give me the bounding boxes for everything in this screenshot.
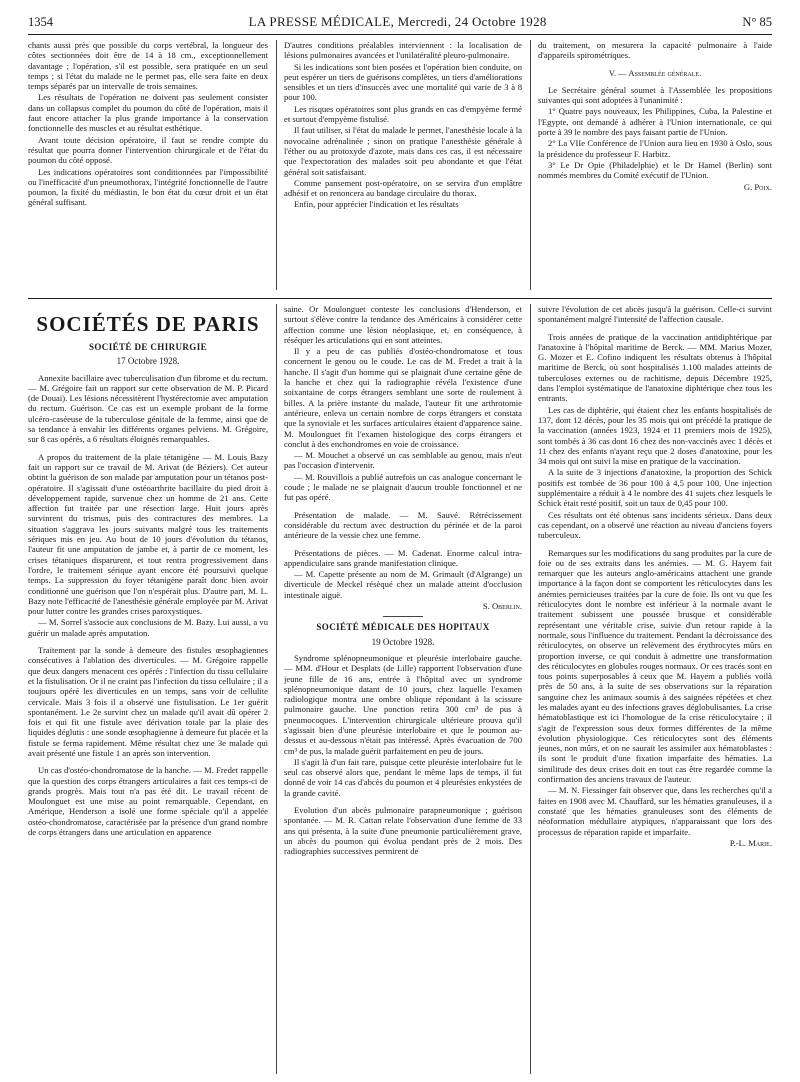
paragraph: Il faut utiliser, si l'état du malade le permet, l'anesthésie locale à la novocaïne adrénalinée ; sinon on pratique l'anesthésie générale à l'éther ou au protoxyde d'azote, mais dans ces cas, il est nécessaire que l'expectoration des malades soit peu abondante et que l'état général soit satisfaisant.	[284, 125, 522, 177]
paragraph: Trois années de pratique de la vaccination antidiphtérique par l'anatoxine à l'hôpital maritime de Berck. — MM. Marius Mozer, G. Mozer et E. Cofino indiquent les résultats obtenus à l'hôpital maritime de Berck, où sont hospitalisés 1.100 malades atteints de tuberculoses externes ou de rachitisme, depuis Décembre 1925, dans l'emploi systématique de l'anatoxine diphtérique chez tous les entrants.	[538, 331, 772, 404]
paragraph: Présentations de pièces. — M. Cadenat. Enorme calcul intra-appendiculaire sans grande manifestation clinique.	[284, 547, 522, 568]
signature: G. Poix.	[743, 181, 772, 192]
paragraph: Comme pansement post-opératoire, on se servira d'un emplâtre adhésif et on renoncera au bandage circulaire du thorax.	[284, 177, 522, 199]
paragraph: Ces résultats ont été obtenus sans incidents sérieux. Dans deux cas cependant, on a observé une réaction au niveau d'anciens foyers tuberculeux.	[538, 509, 772, 541]
page-number: 1354	[28, 15, 53, 29]
bottom-column-2	[284, 304, 522, 1074]
paragraph: suivre l'évolution de cet abcès jusqu'à la guérison. Celle-ci survint spontanément malgré l'intensité de l'affection causale.	[538, 304, 772, 325]
signature: S. Oberlin.	[482, 601, 522, 612]
session-date: 17 Octobre 1928.	[116, 356, 180, 367]
paragraph: A la suite de 3 injections d'anatoxine, la proportion des Schick positifs est tombée de 36 pour 100 à 4,5 pour 100. Une injection supplémentaire a réduit à 4 le nombre des 41 sujets chez lesquels le Schick était resté positif, soit un taux de 0,45 pour 100.	[538, 467, 772, 509]
paragraph: — M. Capette présente au nom de M. Grimault (d'Algrange) un diverticule de Meckel résèqué chez un malade atteint d'occlusion intestinale aiguë.	[284, 569, 522, 600]
paragraph: D'autres conditions préalables interviennent : la localisation de lésions pulmonaires avancées et l'unilatéralité pleuro-pulmonaire.	[284, 40, 522, 61]
paragraph: Les résultats de l'opération ne doivent pas seulement consister dans un collapsus complet du poumon du côté de l'opération, mais il faut encore attacher la plus grande importance à la conservation fonctionnelle des muscles et au résultat esthétique.	[28, 92, 268, 134]
bottom-column-3	[538, 304, 772, 1074]
paragraph: Syndrome splénopneumonique et pleurésie interlobaire gauche. — MM. d'Hour et Desplats (de Lille) rapportent l'observation d'une jeune fille de 16 ans, entrée à l'hôpital avec un syndrome splénopneumonique datant de 10 jours, chez laquelle l'examen radiologique montra une ombre oblique répondant à la scissure pulmonaire gauche. Une ponction retira 300 cm³ de pus à pneumocoques. L'intervention chirurgicale ultérieure prouva qu'il s'agissait bien d'une pleurésie interlobaire et que le poumon au-dessus et au-dessous n'était pas intéressé. Après évacuation de 700 cm³ de pus, la malade guérit parfaitement en peu de jours.	[284, 652, 522, 756]
paragraph: Il s'agit là d'un fait rare, puisque cette pleurésie interlobaire fut le seul cas observé alors que, pendant le même laps de temps, il fut donné de voir 14 cas d'abcès du poumon et 4 pleurésies enkystées de la grande cavité.	[284, 756, 522, 798]
paragraph: Si les indications sont bien posées et l'opération bien conduite, on peut espérer un tiers de guérisons complètes, un tiers d'améliorations sensibles et un tiers d'insuccès avec une mortalité qui varie de 3 à 8 pour 100.	[284, 61, 522, 103]
running-header	[28, 14, 772, 30]
top-column-1	[28, 40, 268, 288]
session-date: 19 Octobre 1928.	[371, 636, 435, 647]
society-name: SOCIÉTÉ MÉDICALE DES HOPITAUX	[316, 622, 490, 633]
paragraph: — M. Sorrel s'associe aux conclusions de M. Bazy. Lui aussi, a vu guérir un malade après amputation.	[28, 617, 268, 638]
paragraph: Les indications opératoires sont conditionnées par l'impossibilité ou l'inefficacité d'un pneumothorax, l'intégrité fonctionnelle de l'autre poumon, la fixité du médiastin, le bon état du cœur droit et un état général suffisant.	[28, 166, 268, 208]
top-column-3	[538, 40, 772, 288]
divider	[383, 616, 423, 617]
paragraph: Traitement par la sonde à demeure des fistules œsophagiennes consécutives à l'ablation des diverticules. — M. Grégoire rappelle que deux dangers menacent ces opérés : l'infection du tissu cellulaire et la fistulisation. Or il ne craint pas l'infection du tissu cellulaire ; il a toujours opéré les diverticules en un temps, sans voir de cellulite cervicale. Mais 3 fois il a observé une fistulisation. Le 1er guérit spontanément. Le 2e survint chez un malade qu'il avait dû opérer 2 fois et qui fit une fistule avec dérivation totale par la plaie des liquides déglutis : une sonde œsophagienne à demeure fut placée et la fistule se ferma rapidement. Même résultat chez une 3e malade qui avait présenté une fistule 1 an après son intervention.	[28, 645, 268, 758]
paragraph: 1° Quatre pays nouveaux, les Philippines, Cuba, la Palestine et l'Egypte, ont demandé à adhérer à l'Union internationale, ce qui porte à 39 le nombre des pays faisant partie de l'Union.	[538, 106, 772, 138]
society-name: SOCIÉTÉ DE CHIRURGIE	[88, 342, 208, 352]
paragraph: Avant toute décision opératoire, il faut se rendre compte du résultat que pourra donner l'intervention chirurgicale et de l'état du poumon du côté opposé.	[28, 134, 268, 166]
paragraph: — M. N. Fiessinger fait observer que, dans les recherches qu'il a faites en 1908 avec M. Chauffard, sur les hématies granuleuses, il a constaté que les hématies granuleuses sont des éléments de néoformation médullaire atypiques, n'apparaissant que lors des processus de réparation rapide et imparfaite.	[538, 785, 772, 837]
paragraph: Les risques opératoires sont plus grands en cas d'empyème fermé et surtout d'empyème fistulisé.	[284, 103, 522, 125]
paragraph: Présentation de malade. — M. Sauvé. Rétrécissement considérable du rectum avec destruction du périnée et de la paroi antérieure de la vessie chez une femme.	[284, 509, 522, 541]
paragraph: — M. Rouvillois a publié autrefois un cas analogue concernant le coude ; le malade ne se plaignait d'aucun trouble fonctionnel et ne fut pas opéré.	[284, 471, 522, 503]
paragraph: — M. Mouchet a observé un cas semblable au genou, mais n'eut pas l'occasion d'intervenir.	[284, 450, 522, 471]
paragraph: Il y a peu de cas publiés d'ostéo-chondromatose et tous concernent le genou ou le coude. Le cas de M. Fredet a trait à la hanche. Il s'agit d'un homme qui se plaignait d'une certaine gêne de la hanche et chez qui la radiographie révéla l'existence d'une soixantaine de corps étrangers semblant une sorte de roulement à billes. A la prière instante du malade, l'auteur fit une arthrotomie antérieure, enleva un certain nombre de corps étrangers et constata que la synoviale et les surfaces articulaires étaient d'apparence saine. M. Moulonguet fit l'examen histologique des corps étrangers et conclut à des enchondromes en voie de croissance.	[284, 346, 522, 449]
column-divider	[276, 40, 277, 290]
signature: P.-L. Marie.	[729, 837, 772, 848]
paragraph: saine. Or Moulonguet conteste les conclusions d'Henderson, et surtout s'élève contre la tendance des Américains à considérer cette affection comme une lésion néoplasique, et, en conséquence, à réséquer les articulations qui en sont atteintes.	[284, 304, 522, 345]
paragraph: Le Secrétaire général soumet à l'Assemblée les propositions suivantes qui sont adoptées à l'unanimité :	[538, 84, 772, 106]
top-column-2	[284, 40, 522, 288]
paragraph: 2° La VIIe Conférence de l'Union aura lieu en 1930 à Oslo, sous la présidence du professeur F. Harbitz.	[538, 138, 772, 159]
column-divider	[276, 304, 277, 1074]
column-divider	[530, 40, 531, 290]
paragraph: Remarques sur les modifications du sang produites par la cure de foie ou de ses extraits dans les anémies. — M. G. Hayem fait remarquer que les auteurs anglo-américains attachent une grande importance à la façon dont se comportent les réticulocytes dans les anémies pernicieuses traitées par la cure de foie. Ils ont vu que les réticulocytes dont le nombre est inférieur à la normale avant le traitement subissent une poussée brusque et considérable représentant une véritable crise, suivie d'un retour rapide à la normale, sous l'influence du traitement. Pendant la décroissance des réticulocytes, on observe un relèvement des érythrocytes mûrs en proportion inverse, ce qui conduit à admettre une transformation des réticulocytes en globules rouges normaux. Or ces tracés sont en tous points superposables à ceux que M. Hayem a publiés voilà près de 50 ans, à la suite de ses observations sur la réparation sanguine chez les animaux soumis à des saignées répétées et chez les malades ayant eu des infections graves déglobulisantes. La crise hématoblastique est ici l'homologue de la crise réticulocytaire ; il s'agit de l'expression sous deux formes différentes de la même évolution physiologique. Ces réticulocytes sont des éléments jeunes, non mûrs, et on ne saurait les assimiler aux hématoblastes : ils sont le produit d'une fixation imparfaite des hématies. La similitude des deux crises doit en tout cas être regardée comme la confirmation des anciens travaux de l'auteur.	[538, 547, 772, 785]
paragraph: Annexite bacillaire avec tuberculisation d'un fibrome et du rectum. — M. Grégoire fait un rapport sur cette observation de M. P. Picard (de Douai). Les lésions nécessitèrent l'hystérectomie avec amputation du rectum. Guérison. Ce cas est un exemple probant de la forme ulcéro-caséeuse de la tuberculose génitale de la femme, ainsi que de sa tendance à envahir les différents organes pelviens. M. Grégoire, sur 8 cas opérés, a 6 résultats éloignés remarquables.	[28, 372, 268, 445]
section-heading: V. — Assemblée générale.	[608, 67, 702, 78]
bottom-column-1	[28, 304, 268, 1074]
paragraph: Un cas d'ostéo-chondromatose de la hanche. — M. Fredet rappelle que la question des corps étrangers articulaires a fait ces temps-ci de grands progrès. Mais tout n'a pas été dit. Le travail récent de Moulonguet est une mise au point remarquable. Cependant, en Amérique, Henderson a isolé une forme spéciale qu'il a appelée ostéo-chondromatose, caractérisée par la présence d'un grand nombre de corps étrangers dans une articulation en apparence	[28, 765, 268, 838]
paragraph: Enfin, pour apprécier l'indication et les résultats	[294, 199, 459, 210]
paragraph: Evolution d'un abcès pulmonaire parapneumonique ; guérison spontanée. — M. R. Cattan relate l'observation d'une femme de 33 ans qui présenta, à la suite d'une pneumonie particulièrement grave, un abcès du poumon qui évolua pendant près de 2 mois. Des radiographies successives permirent de	[284, 805, 522, 857]
paragraph: A propos du traitement de la plaie tétanigène — M. Louis Bazy fait un rapport sur ce travail de M. Arivat (de Béziers). Cet auteur obtint la guérison de son malade par amputation pour un tétanos post-opératoire. Il s'agissait d'une ostéoarthrite bacillaire du pied droit à développement rapide, survenue chez un homme de 21 ans. Cette affection fut traitée par une résection large. Huit jours après survinrent du trismus, puis des contractures des membres. La situation s'aggrava les jours suivants malgré tous les traitements sériques mis en jeu. Au bout de 10 jours d'évolution du tétanos, l'auteur fit une amputation de jambe et, à partir de ce moment, les crises tétaniques disparurent, et tout rentra progressivement dans l'ordre, le traitement sérique ayant encore été poursuivi quelque temps. La suppression du foyer tétanigène paraît donc bien avoir conditionné une guérison que l'on n'espérait plus. D'autre part, M. L. Bazy note l'efficacité de l'anesthésie générale employée par M. Arivat pour lutter contre les grandes crises paroxystiques.	[28, 451, 268, 617]
column-divider	[530, 304, 531, 1074]
paragraph: chants aussi près que possible du corps vertébral, la longueur des côtes sectionnées doit être de 14 à 18 cm., exceptionnellement davantage ; l'opération, s'il est possible, sera pratiquée en un seul temps ; si l'état du malade ne le permet pas, elle sera faite en deux temps séparés par un intervalle de trois semaines.	[28, 40, 268, 92]
section-rule	[28, 298, 772, 299]
paragraph: du traitement, on mesurera la capacité pulmonaire à l'aide d'appareils spirométriques.	[538, 40, 772, 61]
journal-title: LA PRESSE MÉDICALE, Mercredi, 24 Octobre 1928	[248, 14, 547, 29]
issue-number: N° 85	[742, 15, 772, 29]
section-title: SOCIÉTÉS DE PARIS	[36, 312, 260, 336]
paragraph: 3° Le Dr Opie (Philadelphie) et le Dr Hamel (Berlin) sont nommés membres du Comité exécutif de l'Union.	[538, 159, 772, 181]
paragraph: Les cas de diphtérie, qui étaient chez les enfants hospitalisés de 137, dont 12 décès, pour les 35 mois qui ont précédé la pratique de la vaccination (années 1923, 1924 et 11 premiers mois de 1925), sont tombés à 36 cas dont 16 chez des non-vaccinés avec 1 décès et 11 chez des enfants n'ayant reçu que 2 doses d'anatoxine, pour les 34 mois qui ont suivi la mise en pratique de la vaccination.	[538, 404, 772, 467]
header-rule	[28, 34, 772, 35]
